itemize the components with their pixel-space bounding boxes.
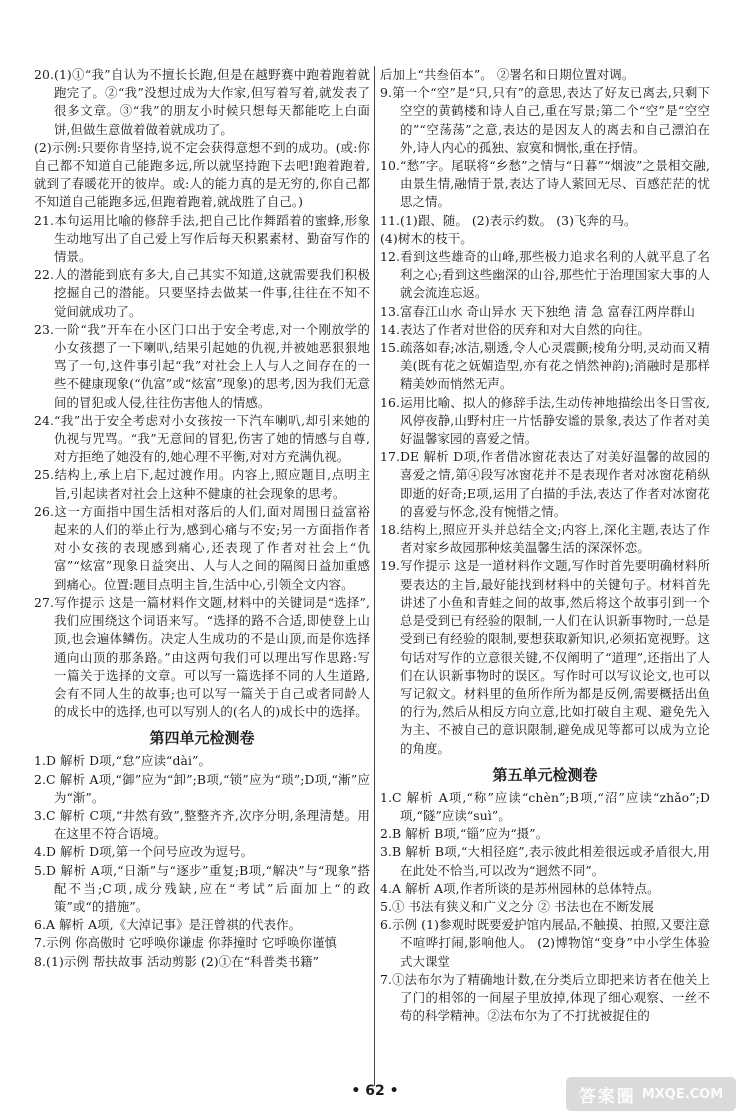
answer-item: 3.C 解析 C项,“井然有致”,整整齐齐,次序分明,条理清楚。用在这里不符合语境。 [34, 807, 370, 842]
answer-item: 9.第一个“空”是“只,只有”的意思,表达了好友已离去,只剩下空空的黄鹤楼和诗人自己,重在写景;第二个“空”是“空空的”“空荡荡”之意,表达的是因友人的离去和自己漂泊在外,诗人内心的孤独、寂寞和惆怅,重在抒情。 [380, 85, 710, 155]
answer-item: 7.示例 你高傲时 它呼唤你谦虚 你莽撞时 它呼唤你谨慎 [34, 935, 337, 951]
answer-item: 20.(1)①“我”自认为不擅长长跑,但是在越野赛中跑着跑着就跑完了。②“我”没想过成为大作家,但写着写着,就发表了很多文章。③“我”的朋友小时候只想每天都能吃上白面饼,但做生意做着做着就成功了。 [34, 67, 370, 137]
answer-item: 1.D 解析 D项,“怠”应读“dài”。 [34, 753, 211, 769]
answer-item: 2.B 解析 B项,“锱”应为“摄”。 [380, 826, 549, 842]
page-number: • 62 • [351, 1083, 399, 1099]
answer-item: 23.一阶“我”开车在小区门口出于安全考虑,对一个刚放学的小女孩摁了一下喇叭,结果引起她的仇视,并被她恶狠狠地骂了一句,这件事引起“我”对社会上人与人之间存在的一些不健康现象(“仇富”或“炫富”现象)的思考,因为我们无意间的冒犯或人侵,往往伤害他人的情感。 [34, 321, 370, 410]
answer-item: 1.C 解析 A项,“称”应读“chèn”;B项,“沼”应读“zhǎo”;D项,“隧”应读“suì”。 [380, 789, 710, 823]
right-column [380, 66, 710, 1025]
answer-item: 18.结构上,照应开头并总结全文;内容上,深化主题,表达了作者对家乡故园那种炫美温馨生活的深深怀恋。 [380, 522, 710, 556]
answer-item: 5.① 书法有狭义和广义之分 ② 书法也在不断发展 [380, 898, 654, 914]
answer-item: 27.写作提示 这是一篇材料作文题,材料中的关键词是“选择”,我们应围绕这个词语来写。“选择的路不合适,即使登上山顶,也会遍体鳞伤。决定人生成功的不是山顶,而是你选择通向山顶的那条路。”由这两句我们可以理出写作思路:写一篇关于选择的文章。可以写一篇选择不同的人生道路,会有不同人生的故事;也可以写一篇关于自己或者同龄人的成长中的选择,也可以写别人的(名人的)成长中的选择。 [34, 594, 370, 720]
answer-item: 13.富春江山水 奇山异水 天下独绝 清 急 富春江两岸群山 [380, 303, 695, 319]
answer-list-b [34, 752, 370, 970]
answer-item: 21.本句运用比喻的修辞手法,把自己比作舞蹈着的蜜蜂,形象生动地写出了自己爱上写作后每天积累素材、勤奋写作的情景。 [34, 212, 370, 265]
left-column [34, 66, 370, 971]
section-heading-unit-4: 第四单元检测卷 [149, 729, 255, 748]
answer-item: 3.B 解析 B项,“大相径庭”,表示彼此相差很远或矛盾很大,用在此处不恰当,可以改为“迥然不同”。 [380, 844, 710, 878]
answer-item: 22.人的潜能到底有多大,自己其实不知道,这就需要我们积极挖掘自己的潜能。只要坚持去做某一件事,往往在不知不觉间就成功了。 [34, 267, 370, 319]
answer-item: 后加上“共叁佰本”。 ②署名和日期位置对调。 [380, 67, 635, 82]
answer-item: 4.D 解析 D项,第一个问号应改为逗号。 [34, 844, 254, 860]
answer-item: 25.结构上,承上启下,起过渡作用。内容上,照应题目,点明主旨,引起读者对社会上这种不健康的社会现象的思考。 [34, 467, 370, 501]
answer-item: 8.(1)示例 帮扶故事 活动剪影 (2)①在“科普类书籍” [34, 953, 320, 969]
answer-item: 12.看到这些雄奇的山峰,那些极力追求名利的人就平息了名利之心;看到这些幽深的山谷,那些忙于治理国家大事的人就会流连忘返。 [380, 249, 710, 301]
watermark-logo [566, 1077, 736, 1111]
answer-item: 19.写作提示 这是一道材料作文题,写作时首先要明确材料所要表达的主旨,最好能找到材料中的关键句子。材料首先讲述了小鱼和青蛙之间的故事,然后将这个故事引到一个总是受到已有经验的限制,一人们在认识新事物时,一总是受到已有经验的限制,要想获取新知识,必须拓宽视野。这句话对写作的立意很关键,不仅阐明了“道理”,还指出了人们在认识新事物时的误区。写作时可以写议论文,也可以写记叙文。材料里的鱼所作所为都是反例,需要概括出鱼的行为,然后从相反方向立意,比如打破自主观、避免先入为主、不被自己的意识限制,避免成见等都可以成为立论的角度。 [380, 558, 710, 756]
answer-item: (2)示例:只要你肯坚持,说不定会获得意想不到的成功。(或:你自己都不知道自己能跑多远,所以就坚持跑下去吧!跑着跑着,就到了春暖花开的彼岸。或:人的能力真的是无穷的,你自己都不知道自己能跑多远,但跑着跑着,就战胜了自己。) [34, 139, 370, 210]
answer-item: 11.(1)跟、随。 (2)表示约数。 (3)飞奔的马。 [380, 212, 637, 228]
answer-item: 24.“我”出于安全考虑对小女孩按一下汽车喇叭,却引来她的仇视与咒骂。“我”无意间的冒犯,伤害了她的情感与自尊,对方拒绝了她没有的,她心理不平衡,对对方充满仇视。 [34, 412, 370, 465]
section-heading-unit-5: 第五单元检测卷 [492, 765, 598, 784]
answer-item: 4.A 解析 A项,作者所谈的是苏州园林的总体特点。 [380, 880, 660, 896]
answer-item: 15.疏落如春;冰洁,剔透,令人心灵震颤;棱角分明,灵动而又精美(既有花之妩媚造型,亦有花之悄然神韵);消融时是那样精美妙而悄然无声。 [380, 340, 710, 392]
watermark-cn-text: 答案圈 [578, 1086, 636, 1107]
answer-item: 26.这一方面指中国生活相对落后的人们,面对周围日益富裕起来的人们的举止行为,感到心痛与不安;另一方面指作者对小女孩的表现感到痛心,还表现了作者对社会上“仇富”“炫富”现象日益突出、人与人之间的隔阂日益加重感到痛心。位置:题目点明主旨,生活中心,引领全文内容。 [34, 503, 370, 592]
answer-item: 6.示例 (1)参观时既要爱护馆内展品,不触摸、拍照,又要注意不喧哗打闹,影响他人。 (2)博物馆“变身”中小学生体验式大课堂 [380, 917, 710, 969]
column-divider [374, 66, 375, 1086]
answer-item: 7.①法布尔为了精确地计数,在分类后立即把来访者在他关上了门的相邻的一间屋子里放掉,体现了细心观察、一丝不苟的科学精神。②法布尔为了不打扰被捉住的 [380, 971, 710, 1024]
answer-item: 16.运用比喻、拟人的修辞手法,生动传神地描绘出冬日雪夜,风停夜静,山野村庄一片恬静安谧的景象,表达了作者对美好温馨家园的喜爱之情。 [380, 394, 710, 447]
answer-list-a [380, 66, 710, 758]
answer-item: 6.A 解析 A项,《大淖记事》是汪曾祺的代表作。 [34, 917, 302, 933]
answer-item: 14.表达了作者对世俗的厌弃和对大自然的向往。 [380, 321, 650, 337]
answer-item: (4)树木的枝干。 [380, 230, 473, 246]
answer-item: 2.C 解析 A项,“御”应为“卸”;B项,“锁”应为“琐”;D项,“漸”应为“渐”。 [34, 771, 370, 805]
answer-item: 17.DE 解析 D项,作者借冰窗花表达了对美好温馨的故园的喜爱之情,第④段写冰窗花并不是表现作者对冰窗花稍纵即逝的好奇;E项,运用了白描的手法,表达了作者对冰窗花的喜爱与怀念,没有惋惜之情。 [380, 449, 710, 519]
answer-list-a [34, 66, 370, 721]
answer-item: 5.D 解析 A项,“日渐”与“逐步”重复;B项,“解决”与“现象”搭配不当;C项,成分残缺,应在“考试”后面加上“的政策”或“的措施”。 [34, 862, 370, 914]
answer-list-b [380, 789, 710, 1026]
answer-item: 10.“愁”字。尾联将“乡愁”之情与“日暮”“烟波”之景相交融,由景生情,融情于景,表达了诗人萦回无尽、百感茫茫的忧思之情。 [380, 158, 710, 210]
watermark-en-text: MXQE.COM [641, 1086, 724, 1102]
